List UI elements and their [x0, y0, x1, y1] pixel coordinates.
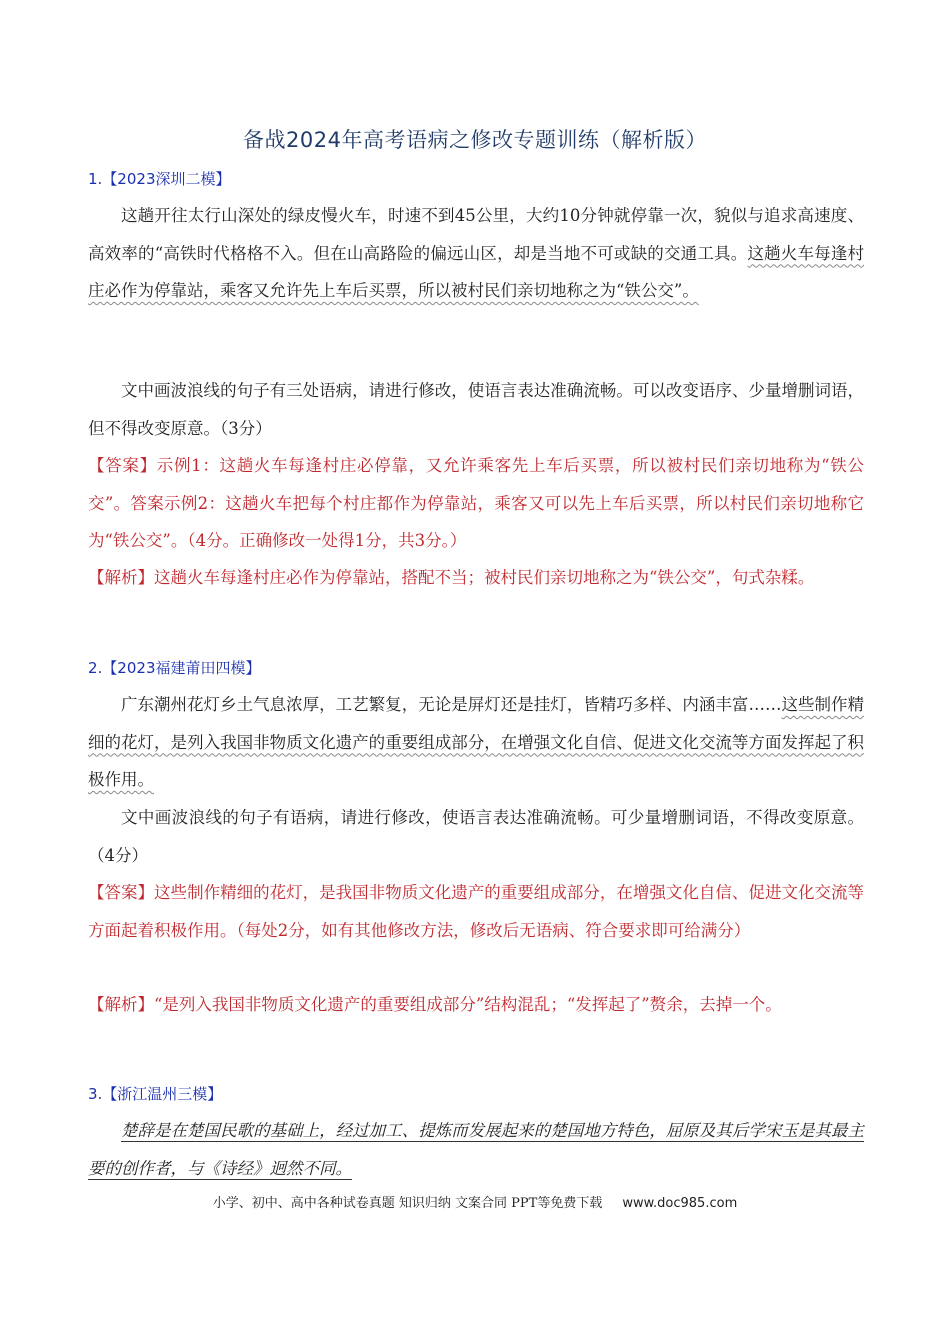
question-1-passage: [88, 197, 864, 310]
passage-1-wavy-sentence: 这趟火车每逢村庄必作为停靠站，乘客又允许先上车后买票，所以被村民们亲切地称之为“铁公交”。: [88, 243, 865, 300]
question-3-heading: 3.【浙江温州三模】: [88, 1085, 223, 1103]
footer-url[interactable]: www.doc985.com: [622, 1196, 738, 1211]
page-footer: [0, 1192, 950, 1211]
question-2-passage: [88, 686, 864, 799]
question-2-heading: 2.【2023福建莆田四模】: [88, 659, 261, 677]
question-2-answer: 【答案】这些制作精细的花灯，是我国非物质文化遗产的重要组成部分，在增强文化自信、促进文化交流等方面起着积极作用。（每处2分，如有其他修改方法，修改后无语病、符合要求即可给满分）: [88, 883, 864, 940]
question-1-heading: 1.【2023深圳二模】: [88, 170, 231, 188]
question-3-passage: [88, 1112, 864, 1187]
passage-1-plain-text: 这趟开往太行山深处的绿皮慢火车，时速不到45公里，大约10分钟就停靠一次，貌似与追求高速度、高效率的“高铁时代格格不入。但在山高路险的偏远山区，却是当地不可或缺的交通工具。: [88, 206, 864, 263]
question-1-answer: 【答案】示例1：这趟火车每逢村庄必停靠，又允许乘客先上车后买票，所以被村民们亲切地称为“铁公交”。答案示例2：这趟火车把每个村庄都作为停靠站，乘客又可以先上车后买票，所以村民们亲切地称它为“铁公交”。（4分。正确修改一处得1分，共3分。）: [88, 456, 864, 550]
question-1-analysis: 【解析】这趟火车每逢村庄必作为停靠站，搭配不当；被村民们亲切地称之为“铁公交”，句式杂糅。: [88, 568, 815, 587]
page-title: 备战2024年高考语病之修改专题训练（解析版）: [243, 128, 707, 152]
question-2-analysis: 【解析】“是列入我国非物质文化遗产的重要组成部分”结构混乱；“发挥起了”赘余，去掉一个。: [88, 995, 782, 1014]
question-2-prompt: 文中画波浪线的句子有语病，请进行修改，使语言表达准确流畅。可少量增删词语，不得改变原意。（4分）: [88, 808, 864, 865]
footer-text: 小学、初中、高中各种试卷真题 知识归纳 文案合同 PPT等免费下载: [212, 1196, 603, 1211]
passage-2-wavy-sentence: 这些制作精细的花灯，是列入我国非物质文化遗产的重要组成部分，在增强文化自信、促进文化交流等方面发挥起了积极作用。: [88, 695, 865, 789]
passage-2-plain-text: 广东潮州花灯乡土气息浓厚，工艺繁复，无论是屏灯还是挂灯，皆精巧多样、内涵丰富……: [121, 695, 782, 714]
question-1-prompt: 文中画波浪线的句子有三处语病，请进行修改，使语言表达准确流畅。可以改变语序、少量增删词语，但不得改变原意。（3分）: [88, 381, 864, 438]
passage-3-underlined-text: 楚辞是在楚国民歌的基础上，经过加工、提炼而发展起来的楚国地方特色，屈原及其后学宋玉是其最主要的创作者，与《诗经》迥然不同。: [88, 1121, 864, 1178]
